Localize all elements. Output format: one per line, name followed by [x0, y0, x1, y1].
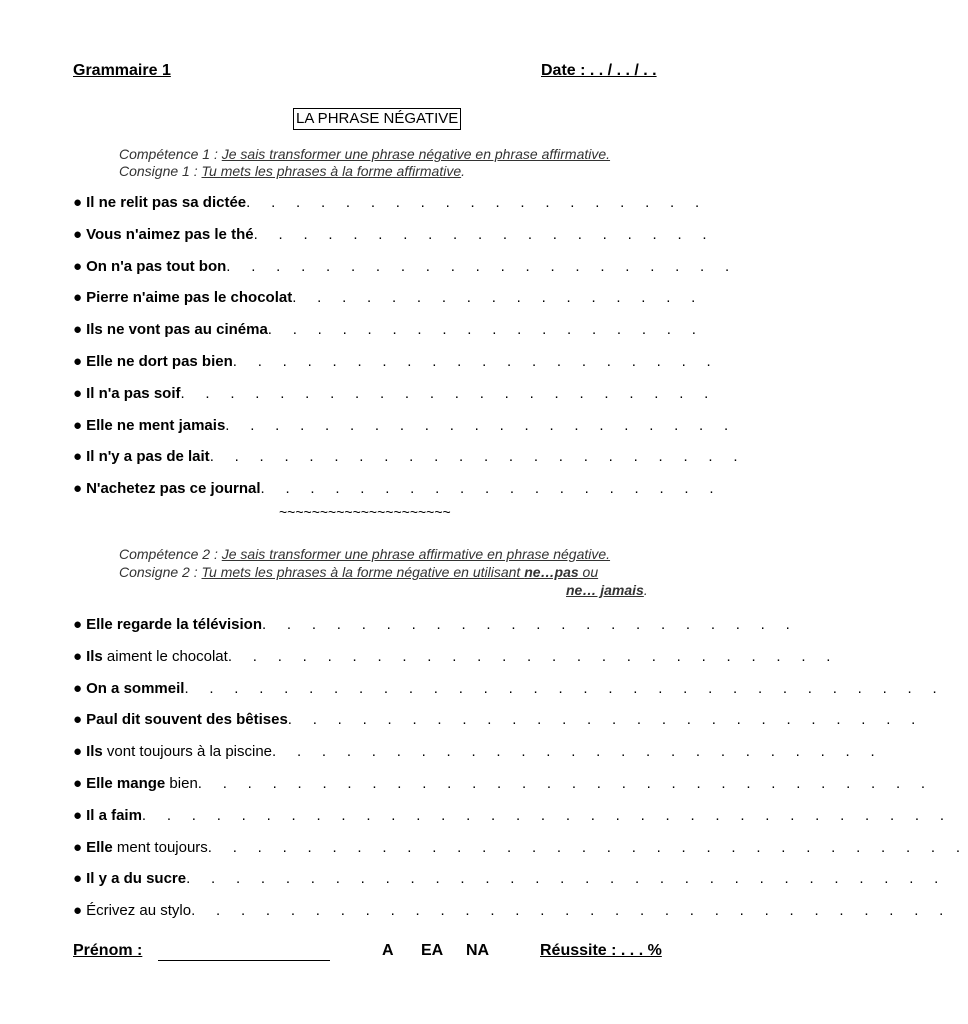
answer-dotted-line[interactable]: . . . . . . . . . . . . . . . . . . . . . . . . . . . . . . . [207, 838, 968, 856]
bullet-icon: ● [73, 257, 83, 275]
sentence-bold: Vous n'aimez pas le thé [86, 225, 254, 243]
consigne-2-bold-1: ne…pas [524, 564, 579, 580]
sentence-bold: Pierre n'aime pas le chocolat [86, 289, 293, 307]
date-field: Date : . . / . . / . . [541, 62, 657, 79]
exercise-2-item [73, 679, 945, 699]
competence-1 [119, 146, 610, 163]
consigne-2 [119, 564, 598, 581]
exercise-2-item [73, 774, 933, 794]
bullet-icon: ● [73, 480, 83, 498]
exercise-2-item [73, 615, 798, 635]
prenom-line [158, 960, 330, 961]
page-title: LA PHRASE NÉGATIVE [293, 108, 461, 130]
answer-dotted-line[interactable]: . . . . . . . . . . . . . . . . . . . . . . . . . [227, 647, 839, 665]
competence-2 [119, 546, 610, 563]
answer-dotted-line[interactable]: . . . . . . . . . . . . . . . . . . . . . . . . . . . . . . . [191, 902, 952, 920]
exercise-1-item [73, 320, 704, 340]
exercise-1-item [73, 288, 704, 308]
bullet-icon: ● [73, 743, 83, 761]
sentence-bold: Elle mange [86, 775, 166, 792]
answer-dotted-line[interactable]: . . . . . . . . . . . . . . . . . [292, 289, 704, 307]
sentence-normal: aiment le chocolat [102, 647, 228, 665]
exercise-1-item [73, 384, 717, 404]
bullet-icon: ● [73, 448, 83, 466]
exercise-1-item [73, 193, 707, 213]
sentence-bold: Paul dit souvent des bêtises [86, 711, 288, 729]
answer-dotted-line[interactable]: . . . . . . . . . . . . . . . . . . . . . . . . . . [287, 711, 924, 729]
sentence-bold: Il n'y a pas de lait [86, 448, 210, 466]
answer-dotted-line[interactable]: . . . . . . . . . . . . . . . . . . . . . . [209, 448, 746, 466]
consigne-1-end: . [461, 163, 465, 179]
answer-dotted-line[interactable]: . . . . . . . . . . . . . . . . . . . . . [226, 257, 738, 275]
consigne-2-label: Consigne 2 : [119, 564, 202, 580]
exercise-1-item [73, 225, 715, 245]
consigne-1 [119, 163, 465, 180]
sentence-bold: Ils ne vont pas au cinéma [86, 321, 268, 339]
exercise-1-item [73, 416, 736, 436]
answer-dotted-line[interactable]: . . . . . . . . . . . . . . . . . . . . . . . . . . . . . . . [184, 679, 945, 697]
bullet-icon: ● [73, 679, 83, 697]
bullet-icon: ● [73, 384, 83, 402]
exercise-2-item [73, 901, 952, 921]
prenom-label [73, 942, 142, 960]
sentence-normal: bien [165, 775, 198, 792]
sentence-bold: Il y a du sucre [86, 870, 187, 888]
exercise-2-item [73, 742, 883, 762]
bullet-icon: ● [73, 775, 83, 792]
bullet-icon: ● [73, 838, 83, 856]
sentence-normal: ment toujours [112, 838, 208, 856]
sentence-normal: Écrivez au stylo [86, 902, 192, 920]
answer-dotted-line[interactable]: . . . . . . . . . . . . . . . . . . [267, 321, 705, 339]
reussite-text: Réussite : . . . % [540, 942, 662, 959]
sentence-bold: Ils [86, 743, 103, 761]
grade-a: A [382, 942, 394, 959]
bullet-icon: ● [73, 353, 83, 370]
bullet-icon: ● [73, 647, 83, 665]
bullet-icon: ● [73, 870, 83, 888]
sentence-bold: Elle regarde la télévision [86, 616, 262, 633]
consigne-2-text: Tu mets les phrases à la forme négative en utilisant [201, 564, 525, 580]
answer-dotted-line[interactable]: . . . . . . . . . . . . . . . . . . . . . . . . . . . . . . . [186, 870, 947, 888]
sentence-bold: On a sommeil [86, 679, 185, 697]
sentence-bold: On n'a pas tout bon [86, 257, 227, 275]
consigne-1-label: Consigne 1 : [119, 163, 202, 179]
grade-na: NA [466, 942, 490, 959]
sentence-normal: vont toujours à la piscine [102, 743, 273, 761]
sentence-bold: Il n'a pas soif [86, 384, 181, 402]
competence-2-text: Je sais transformer une phrase affirmative en phrase négative. [221, 546, 611, 562]
answer-dotted-line[interactable]: . . . . . . . . . . . . . . . . . . . . . . [261, 616, 799, 633]
sentence-bold: Ils [86, 647, 103, 665]
exercise-2-item [73, 806, 952, 826]
answer-dotted-line[interactable]: . . . . . . . . . . . . . . . . . . . [246, 194, 708, 211]
exercise-2-item [73, 869, 947, 889]
exercise-2-item [73, 647, 839, 667]
bullet-icon: ● [73, 711, 83, 729]
exercise-2-item [73, 838, 968, 858]
reussite-label [540, 942, 662, 960]
answer-dotted-line[interactable]: . . . . . . . . . . . . . . . . . . . . [232, 353, 719, 370]
bullet-icon: ● [73, 616, 83, 633]
answer-dotted-line[interactable]: . . . . . . . . . . . . . . . . . . . . . . . . . . . . . . . . . [141, 806, 953, 824]
bullet-icon: ● [73, 194, 83, 211]
consigne-1-text: Tu mets les phrases à la forme affirmative [201, 163, 462, 179]
answer-dotted-line[interactable]: . . . . . . . . . . . . . . . . . . . . . . . . . . . . . . [197, 775, 934, 792]
sentence-bold: Il a faim [86, 806, 142, 824]
exercise-1-item [73, 257, 737, 277]
bullet-icon: ● [73, 416, 83, 434]
consigne-2-end: . [643, 582, 648, 598]
bullet-icon: ● [73, 806, 83, 824]
bullet-icon: ● [73, 225, 83, 243]
sentence-bold: Elle ne ment jamais [86, 416, 226, 434]
bullet-icon: ● [73, 289, 83, 307]
answer-dotted-line[interactable]: . . . . . . . . . . . . . . . . . . . [253, 225, 715, 243]
consigne-2-bold-2: ne… jamais [566, 582, 644, 598]
sentence-bold: Elle ne dort pas bien [86, 353, 233, 370]
exercise-1-item [73, 479, 722, 499]
answer-dotted-line[interactable]: . . . . . . . . . . . . . . . . . . . . . . [180, 384, 717, 402]
exercise-1-item [73, 352, 719, 372]
consigne-2-line2 [566, 582, 648, 599]
prenom-text: Prénom : [73, 942, 143, 959]
sentence-bold: N'achetez pas ce journal [86, 480, 261, 498]
answer-dotted-line[interactable]: . . . . . . . . . . . . . . . . . . . . . [225, 416, 737, 434]
answer-dotted-line[interactable]: . . . . . . . . . . . . . . . . . . . [260, 480, 722, 498]
competence-1-label: Compétence 1 : [119, 146, 222, 162]
separator: ~~~~~~~~~~~~~~~~~~~~~ [279, 504, 451, 520]
exercise-2-item [73, 710, 924, 730]
bullet-icon: ● [73, 902, 83, 920]
worksheet-title: Grammaire 1 [73, 62, 171, 79]
competence-2-label: Compétence 2 : [119, 546, 222, 562]
sentence-bold: Elle [86, 838, 113, 856]
competence-1-text: Je sais transformer une phrase négative en phrase affirmative. [221, 146, 611, 162]
grade-ea: EA [421, 942, 444, 959]
consigne-2-mid: ou [578, 564, 599, 580]
bullet-icon: ● [73, 321, 83, 339]
exercise-1-item [73, 447, 746, 467]
answer-dotted-line[interactable]: . . . . . . . . . . . . . . . . . . . . . . . . . [272, 743, 883, 761]
sentence-bold: Il ne relit pas sa dictée [86, 194, 247, 211]
